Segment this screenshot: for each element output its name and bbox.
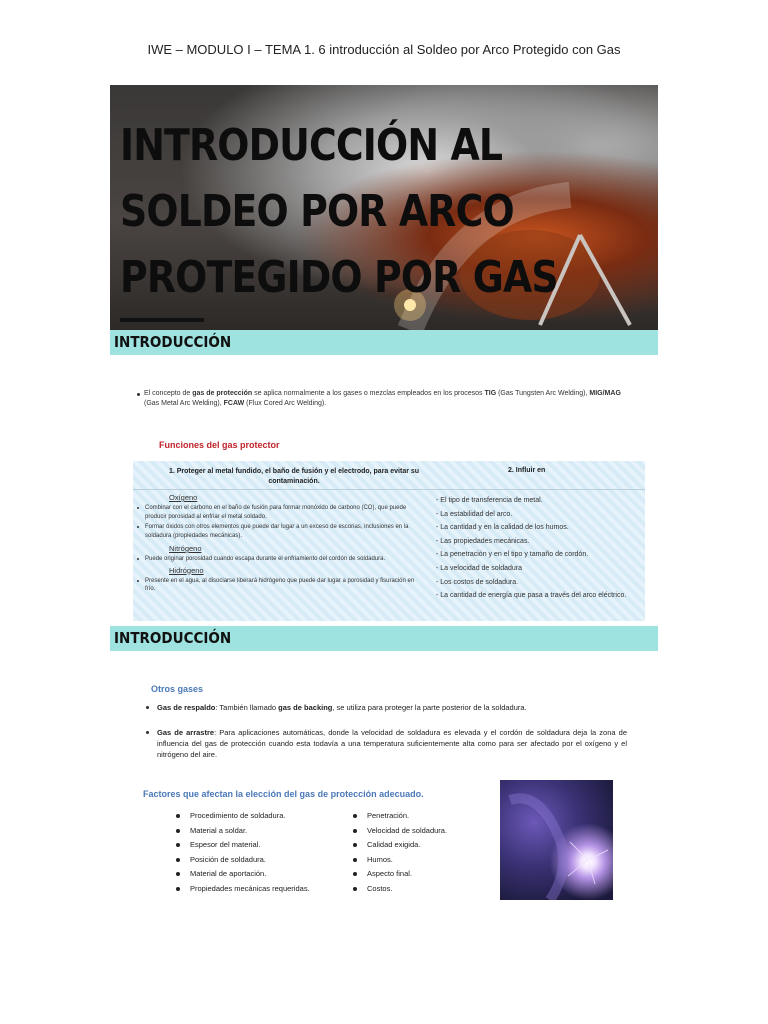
group-hydrogen: Hidrógeno xyxy=(169,565,204,575)
section-band-intro-2 xyxy=(110,626,658,651)
hero-banner xyxy=(110,85,658,330)
functions-heading: Funciones del gas protector xyxy=(159,440,280,450)
influence-column xyxy=(436,494,646,603)
list-item: - Las propiedades mecánicas. xyxy=(436,537,530,545)
table-header-protect: 1. Proteger al metal fundido, el baño de fusión y el electrodo, para evitar su contaminación. xyxy=(168,468,420,485)
list-item: - La cantidad y en la calidad de los humos. xyxy=(436,524,569,532)
list-item: Propiedades mecánicas requeridas. xyxy=(174,882,310,897)
list-item: Aspecto final. xyxy=(351,867,447,882)
list-item: Espesor del material. xyxy=(174,838,310,853)
table-divider xyxy=(133,489,645,490)
list-item: Costos. xyxy=(351,882,447,897)
list-item: Combinar con el carbono en el baño de fusión para formar monóxido de carbono (CO), que puede producir porosidad al enfriar el metal soldado. xyxy=(133,504,415,521)
list-item: - Los costos de soldadura. xyxy=(436,578,519,586)
factors-heading: Factores que afectan la elección del gas de protección adecuado. xyxy=(143,789,424,799)
group-nitrogen: Nitrógeno xyxy=(169,544,202,553)
page-header: IWE – MODULO I – TEMA 1. 6 introducción al Soldeo por Arco Protegido con Gas xyxy=(147,42,621,57)
list-item: Velocidad de soldadura. xyxy=(351,824,447,839)
list-item: Puede originar porosidad cuando escapa durante el enfriamiento del cordón de soldadura. xyxy=(133,555,415,564)
section-title: INTRODUCCIÓN xyxy=(114,629,232,647)
group-oxygen: Oxígeno xyxy=(169,493,198,502)
welding-spark-image xyxy=(500,780,613,900)
bullet-icon xyxy=(146,706,149,709)
list-item: Procedimiento de soldadura. xyxy=(174,809,310,824)
list-item: - La velocidad de soldadura xyxy=(436,564,523,572)
gas-functions-table xyxy=(133,461,645,621)
list-item: - La penetración y en el tipo y tamaño de cordón. xyxy=(436,551,589,559)
backing-gas-item: Gas de respaldo: También llamado gas de backing, se utiliza para proteger la parte posterior de la soldadura. xyxy=(146,702,626,713)
title-underline xyxy=(120,318,204,322)
list-item: Calidad exigida. xyxy=(351,838,447,853)
factors-list-right xyxy=(351,809,447,896)
other-gases-heading: Otros gases xyxy=(151,684,204,694)
welding-photo xyxy=(500,780,613,900)
list-item: Posición de soldadura. xyxy=(174,853,310,868)
list-item: Material de aportación. xyxy=(174,867,310,882)
intro-paragraph: El concepto de gas de protección se aplica normalmente a los gases o mezclas empleados en los procesos TIG (Gas Tungsten Arc Welding), MIG/MAG (Gas Metal Arc Welding), FCAW (Flux Cored Arc Welding). xyxy=(144,389,624,409)
list-item: - La cantidad de energía que pasa a través del arco eléctrico. xyxy=(436,592,627,600)
bullet-icon xyxy=(146,731,149,734)
protection-column xyxy=(133,493,415,596)
section-band-intro-1 xyxy=(110,330,658,355)
list-item: Penetración. xyxy=(351,809,447,824)
bullet-icon xyxy=(137,393,140,396)
list-item: Humos. xyxy=(351,853,447,868)
list-item: Presente en el agua, al disociarse liberará hidrógeno que puede dar lugar a porosidad y fisuración en frío. xyxy=(133,577,415,594)
list-item: - La estabilidad del arco. xyxy=(436,510,513,518)
list-item: - El tipo de transferencia de metal. xyxy=(436,497,543,504)
list-item: Material a soldar. xyxy=(174,824,310,839)
section-title: INTRODUCCIÓN xyxy=(114,333,232,351)
trailing-gas-item: Gas de arrastre: Para aplicaciones automáticas, donde la velocidad de soldadura es elevada y el cordón de soldadura deja la zona de influencia del gas de protección cuando esta todavía a una temperatura suficientemente alta como para ser afectado por el oxígeno y el nitrógeno del aire. xyxy=(146,727,627,760)
table-header-influence: 2. Influir en xyxy=(508,467,546,474)
factors-list-left xyxy=(174,809,310,896)
hero-title: INTRODUCCIÓN AL SOLDEO POR ARCO PROTEGIDO POR GAS xyxy=(120,120,558,303)
list-item: Formar óxidos con otros elementos que puede dar lugar a un exceso de escorias, inclusiones en la soldadura (propiedades mecánicas). xyxy=(133,523,415,540)
